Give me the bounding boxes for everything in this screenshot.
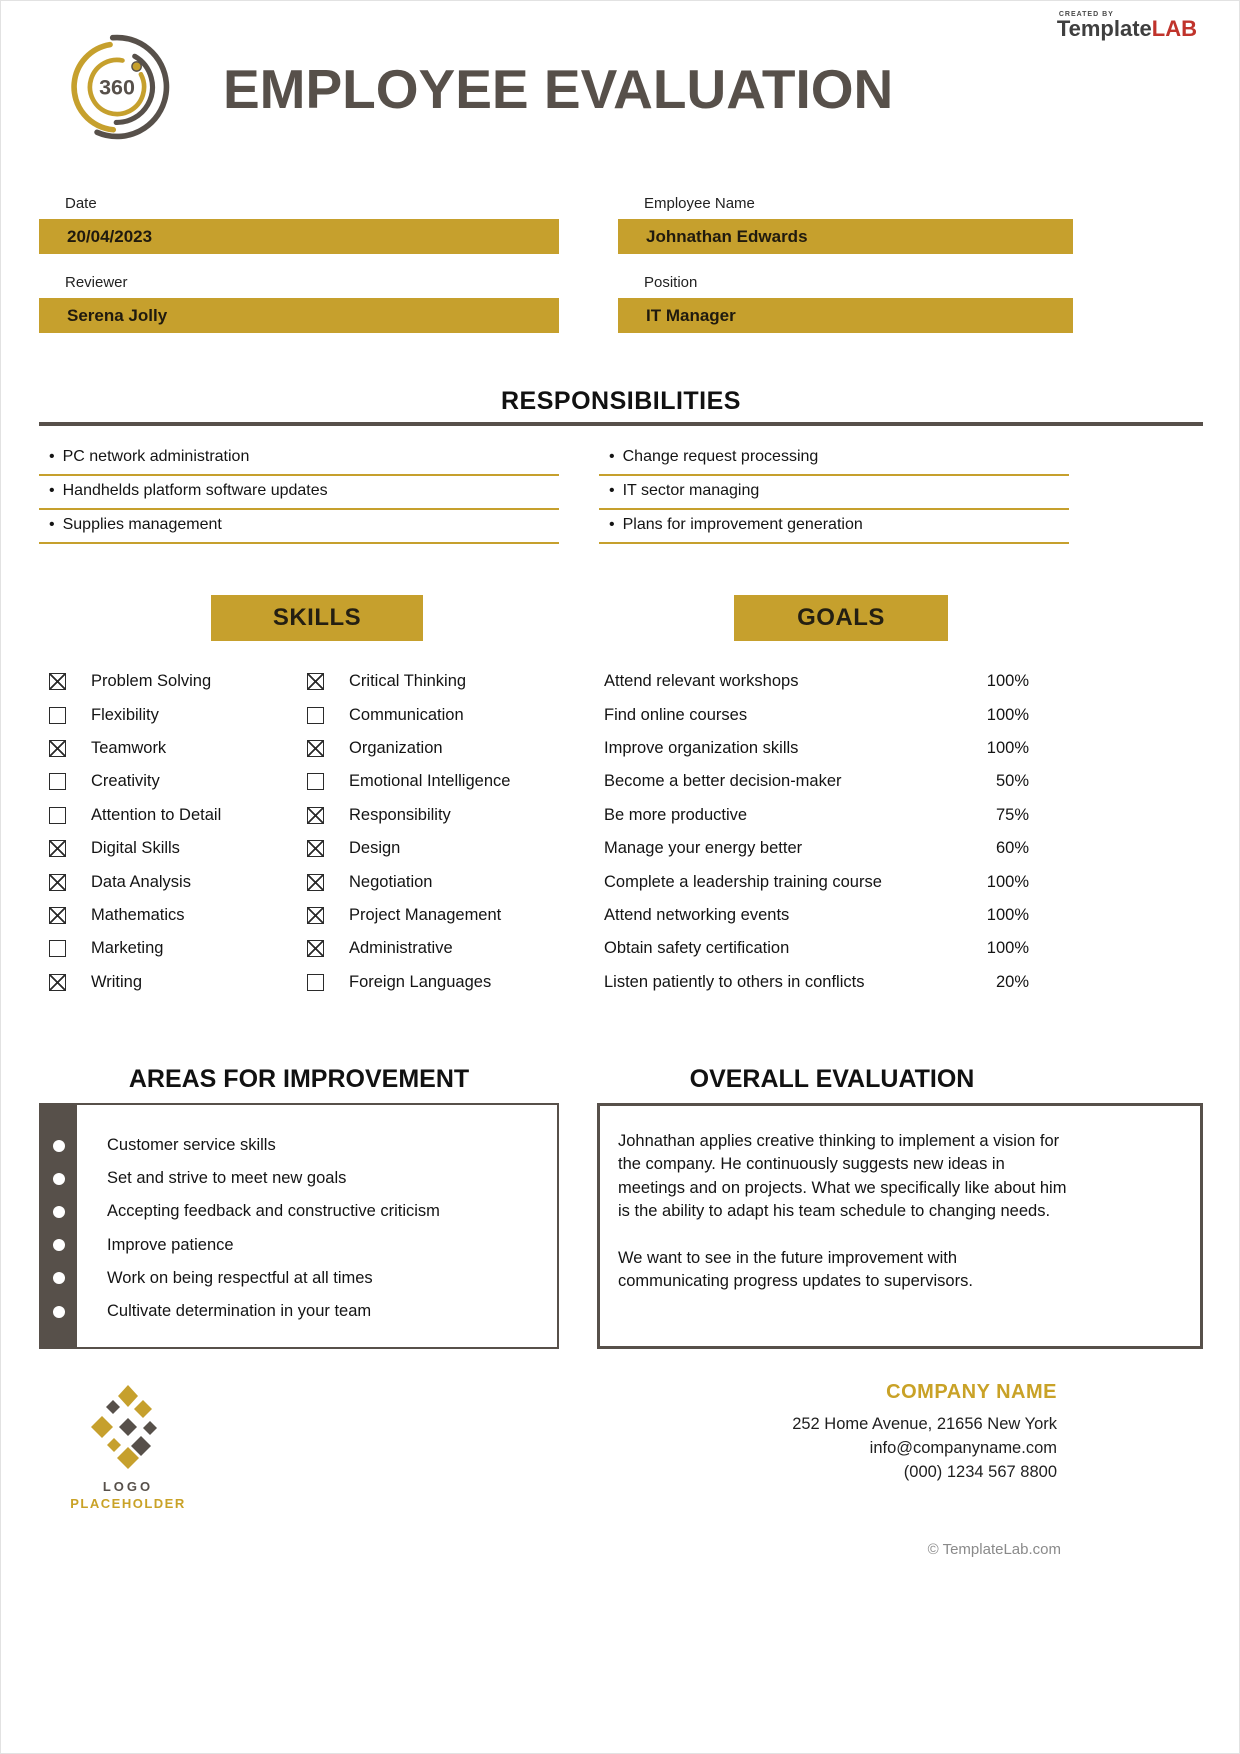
skill-checkbox[interactable] [307,840,324,857]
skill-label: Teamwork [91,738,167,757]
improvement-item: Improve patience [41,1229,557,1262]
goal-row [604,899,1029,932]
skill-checkbox[interactable] [49,740,66,757]
skill-label: Administrative [349,939,453,958]
improvement-item: Work on being respectful at all times [41,1262,557,1295]
logo-360-number: 360 [99,75,135,100]
logo-360-icon [61,27,173,147]
skill-row [49,665,299,698]
goal-progress-value: 100% [986,705,1029,724]
skill-checkbox[interactable] [49,907,66,924]
skill-checkbox[interactable] [307,740,324,757]
responsibility-item: • Plans for improvement generation [599,510,1069,544]
goal-progress-value: 75% [995,805,1029,824]
improvement-item: Cultivate determination in your team [41,1295,557,1328]
skill-row [307,865,567,898]
employee-name-value[interactable]: Johnathan Edwards [618,219,1073,254]
improvement-item: Set and strive to meet new goals [41,1162,557,1195]
skill-label: Foreign Languages [349,972,492,991]
goals-list [604,665,1029,999]
reviewer-label: Reviewer [65,274,128,291]
skill-row [307,932,567,965]
date-value[interactable]: 20/04/2023 [39,219,559,254]
goal-progress-value: 50% [995,772,1029,791]
skill-label: Attention to Detail [91,805,222,824]
skill-checkbox[interactable] [49,874,66,891]
skill-label: Emotional Intelligence [349,772,511,791]
responsibility-item: • Change request processing [599,442,1069,476]
skill-label: Marketing [91,939,164,958]
goal-row [604,865,1029,898]
goal-row [604,765,1029,798]
responsibility-item: • Supplies management [39,510,559,544]
company-email[interactable]: info@companyname.com [869,1439,1057,1457]
logo-placeholder [43,1383,213,1511]
skill-row [49,799,299,832]
skill-row [307,765,567,798]
diamond-logo-icon [78,1383,178,1475]
company-phone: (000) 1234 567 8800 [903,1463,1057,1481]
goal-progress-value: 100% [986,905,1029,924]
evaluation-paragraph: We want to see in the future improvement with communicating progress updates to supervisors. [618,1248,973,1291]
skill-label: Design [349,839,401,858]
skill-checkbox[interactable] [307,673,324,690]
skill-label: Creativity [91,772,160,791]
placeholder-text: PLACEHOLDER [70,1496,186,1511]
skill-row [307,698,567,731]
responsibility-item: • PC network administration [39,442,559,476]
responsibilities-left-list [39,442,559,544]
goal-row [604,732,1029,765]
skill-row [307,832,567,865]
overall-evaluation-title: OVERALL EVALUATION [689,1065,975,1093]
responsibilities-right-list [599,442,1069,544]
goal-label: Attend networking events [604,905,790,924]
goal-row [604,966,1029,999]
responsibility-item: • IT sector managing [599,476,1069,510]
goal-progress-value: 20% [995,972,1029,991]
skill-label: Organization [349,738,443,757]
logo-text: LOGO [102,1479,154,1494]
position-value[interactable]: IT Manager [618,298,1073,333]
page-title: EMPLOYEE EVALUATION [223,58,894,120]
goal-progress-value: 60% [995,839,1029,858]
skills-column-1 [49,665,299,999]
overall-evaluation-box [597,1103,1203,1349]
skill-row [49,865,299,898]
skill-row [307,799,567,832]
goal-progress-value: 100% [986,872,1029,891]
date-label: Date [65,195,97,212]
position-field [618,274,1073,333]
skill-row [307,665,567,698]
created-by-label: CREATED BY [1058,11,1114,18]
skill-label: Critical Thinking [349,672,467,691]
skill-checkbox[interactable] [307,974,324,991]
brand-lab-text: LAB [1151,16,1197,41]
skill-checkbox[interactable] [49,940,66,957]
goal-label: Listen patiently to others in conflicts [604,972,865,991]
goal-label: Attend relevant workshops [604,672,799,691]
skill-checkbox[interactable] [49,673,66,690]
skill-row [49,732,299,765]
goals-header: GOALS [734,595,948,641]
skill-checkbox[interactable] [49,773,66,790]
skill-label: Communication [349,705,464,724]
reviewer-field [39,274,559,333]
responsibilities-title: RESPONSIBILITIES [501,387,741,415]
company-address: 252 Home Avenue, 21656 New York [792,1415,1057,1433]
skill-checkbox[interactable] [307,907,324,924]
skill-checkbox[interactable] [307,707,324,724]
date-field [39,195,559,254]
skill-row [307,966,567,999]
skill-row [49,899,299,932]
skill-row [307,732,567,765]
skill-row [49,832,299,865]
improvement-item: Accepting feedback and constructive criticism [41,1195,557,1228]
goal-label: Improve organization skills [604,738,799,757]
skill-checkbox[interactable] [307,773,324,790]
goal-label: Become a better decision-maker [604,772,842,791]
goal-row [604,799,1029,832]
skill-label: Writing [91,972,143,991]
reviewer-value[interactable]: Serena Jolly [39,298,559,333]
brand-template-text: Template [1056,16,1152,41]
goal-label: Manage your energy better [604,839,803,858]
goal-label: Find online courses [604,705,748,724]
templatelab-logo [1057,11,1197,40]
skills-header: SKILLS [211,595,423,641]
improvement-item: Customer service skills [41,1129,557,1162]
skill-row [49,698,299,731]
skill-label: Negotiation [349,872,433,891]
skill-label: Digital Skills [91,839,180,858]
areas-for-improvement-title: AREAS FOR IMPROVEMENT [128,1065,470,1093]
employee-name-field [618,195,1073,254]
skill-label: Mathematics [91,905,185,924]
improvement-list [41,1129,557,1328]
skill-checkbox[interactable] [307,807,324,824]
position-label: Position [644,274,698,291]
evaluation-paragraph: Johnathan applies creative thinking to implement a vision for the company. He continuously suggests new ideas in meetings and on projects. What we specifically like about him is the ability to adapt his team schedule to changing needs. [618,1132,1067,1221]
skill-checkbox[interactable] [49,840,66,857]
goal-row [604,832,1029,865]
goal-label: Be more productive [604,805,748,824]
goal-progress-value: 100% [986,939,1029,958]
skill-checkbox[interactable] [49,974,66,991]
templatelab-wordmark [1057,18,1197,40]
goal-row [604,932,1029,965]
goal-label: Complete a leadership training course [604,872,882,891]
skill-row [307,899,567,932]
skill-checkbox[interactable] [307,874,324,891]
skill-checkbox[interactable] [49,807,66,824]
goal-row [604,665,1029,698]
skill-label: Data Analysis [91,872,191,891]
goal-row [604,698,1029,731]
areas-for-improvement-box [39,1103,559,1349]
copyright-notice: © TemplateLab.com [927,1541,1061,1558]
skill-row [49,966,299,999]
skill-label: Project Management [349,905,502,924]
skill-label: Problem Solving [91,672,212,691]
skill-label: Responsibility [349,805,451,824]
skill-checkbox[interactable] [307,940,324,957]
skill-row [49,932,299,965]
skill-label: Flexibility [91,705,159,724]
company-info [792,1381,1057,1484]
employee-name-label: Employee Name [644,195,755,212]
responsibilities-divider [39,422,1203,426]
goal-progress-value: 100% [986,738,1029,757]
skills-column-2 [307,665,567,999]
goal-label: Obtain safety certification [604,939,790,958]
company-name: COMPANY NAME [886,1381,1057,1403]
skill-row [49,765,299,798]
responsibility-item: • Handhelds platform software updates [39,476,559,510]
skill-checkbox[interactable] [49,707,66,724]
goal-progress-value: 100% [986,672,1029,691]
